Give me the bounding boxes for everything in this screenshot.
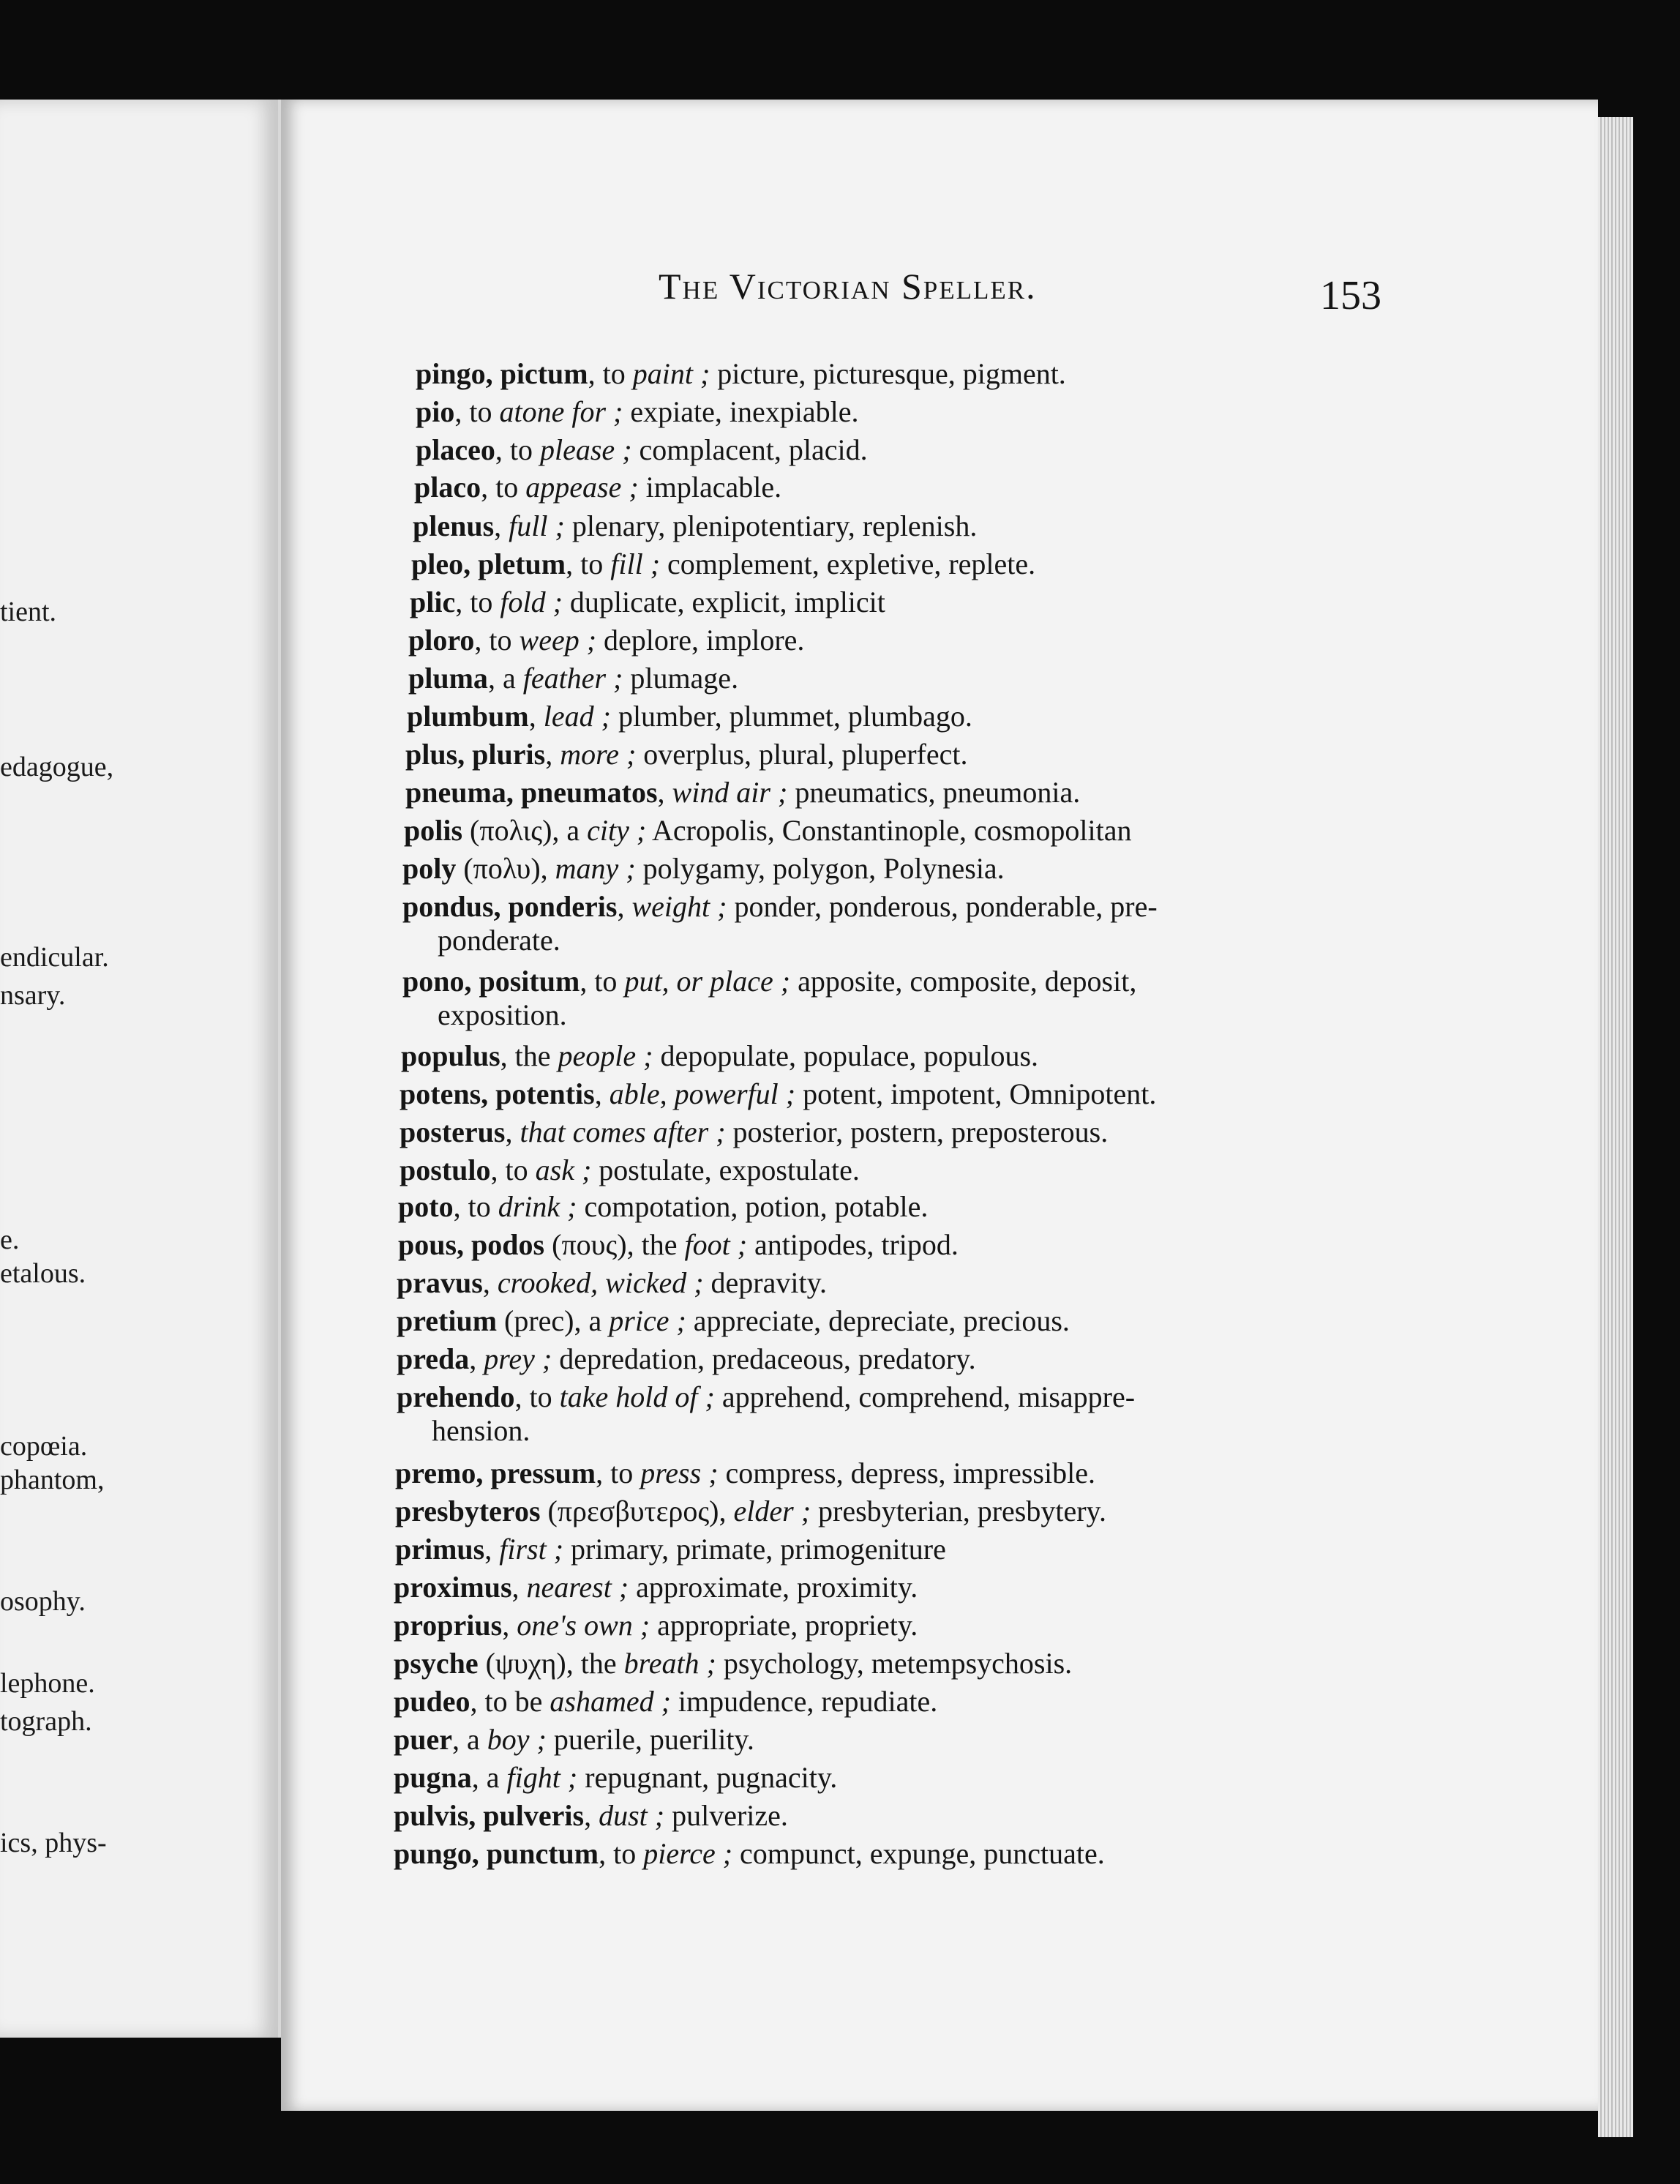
entry-text: duplicate, explicit, implicit (562, 586, 885, 618)
entry-meaning: first ; (499, 1533, 564, 1566)
left-page-fragment: copœia. (0, 1431, 88, 1462)
entry-headword: polis (404, 814, 463, 847)
entry-meaning: pierce ; (643, 1837, 733, 1870)
entry-meaning: please ; (540, 433, 632, 466)
entry-headword: proximus (394, 1571, 512, 1604)
entry (400, 1115, 1108, 1149)
entry (395, 1456, 1095, 1490)
left-page-fragment: edagogue, (0, 752, 114, 782)
entry-headword: placo (414, 471, 481, 504)
entry-text: , a (471, 1761, 507, 1794)
entry-line (400, 1115, 1108, 1148)
entry-headword: posterus (400, 1115, 506, 1148)
entry-text: depredation, predaceous, predatory. (552, 1342, 976, 1375)
page-edges (1598, 117, 1633, 2137)
entry-meaning: people ; (558, 1039, 653, 1072)
entry-text: posterior, postern, preposterous. (725, 1115, 1109, 1148)
entry (394, 1647, 1072, 1680)
entry-line (397, 1266, 827, 1299)
entry-line (408, 624, 804, 657)
entry (398, 1228, 959, 1262)
entry (394, 1723, 754, 1757)
entry (398, 1190, 928, 1224)
entry-headword: plumbum (407, 700, 529, 733)
entry-meaning: press ; (640, 1456, 719, 1489)
entry-text: (πους), the (544, 1228, 685, 1261)
entry (394, 1685, 937, 1719)
entry-line (407, 700, 972, 733)
entry-meaning: one's own ; (517, 1609, 650, 1642)
page-number: 153 (1320, 273, 1381, 318)
entry-meaning: dust ; (599, 1799, 665, 1832)
entry-text: depravity. (703, 1266, 827, 1299)
entry-line (395, 1533, 946, 1566)
entry-text: , to (454, 395, 500, 428)
entry-text: , to (495, 433, 540, 466)
entry-headword: presbyteros (395, 1495, 541, 1527)
left-page-fragment: ics, phys- (0, 1828, 107, 1858)
entry (414, 471, 781, 504)
entry-meaning: more ; (560, 738, 637, 771)
entry-text: (πολυ), (456, 852, 555, 885)
left-page-fragment: lephone. (0, 1668, 95, 1699)
entry-text: , to (453, 1190, 498, 1223)
entry-text: , to (481, 471, 526, 504)
entry-headword: pugna (394, 1761, 472, 1794)
entry-line (395, 1495, 1106, 1527)
entry-line (416, 357, 1066, 390)
entry-text: Acropolis, Constantinople, cosmopolitan (646, 814, 1132, 847)
entry-text: , to (588, 357, 633, 390)
entry-text: (ψυχη), the (478, 1647, 624, 1680)
entry-headword: pous, podos (398, 1228, 545, 1261)
entry-meaning: weight ; (631, 890, 727, 923)
entry-text: ponderate. (438, 924, 560, 957)
entry-meaning: paint ; (632, 357, 710, 390)
entry-headword: plus, pluris (405, 738, 546, 771)
entry-line (416, 395, 858, 428)
entry (395, 1533, 946, 1566)
entry-text: pneumatics, pneumonia. (787, 776, 1081, 809)
entry-text: presbyterian, presbytery. (811, 1495, 1106, 1527)
entry-text: , (528, 700, 544, 733)
entry-line (402, 965, 1136, 998)
entry-text: , (594, 1077, 610, 1110)
entry-text: depopulate, populace, populous. (653, 1039, 1039, 1072)
entry-text: ponder, ponderous, ponderable, pre- (727, 890, 1158, 923)
entry (394, 1571, 918, 1604)
entry-headword: premo, pressum (395, 1456, 596, 1489)
entry-headword: plic (410, 586, 456, 618)
entry (397, 1304, 1070, 1338)
entry-line (402, 852, 1005, 885)
entry-line (413, 509, 977, 542)
entry-text: compunct, expunge, punctuate. (732, 1837, 1105, 1870)
entry-headword: pleo, pletum (411, 547, 566, 580)
entry-text: , (505, 1115, 520, 1148)
entry-meaning: many ; (555, 852, 636, 885)
entry-text: psychology, metempsychosis. (716, 1647, 1073, 1680)
entry-headword: pluma (408, 662, 488, 695)
entry-line (394, 1837, 1105, 1870)
entry-text: plumage. (623, 662, 739, 695)
entry-text: compotation, potion, potable. (577, 1190, 929, 1223)
entry (394, 1609, 918, 1642)
entry (411, 547, 1035, 581)
entry-text: (prec), a (497, 1304, 610, 1337)
entry-meaning: boy ; (487, 1723, 547, 1756)
entry-headword: poto (398, 1190, 454, 1223)
entry-line (402, 890, 1158, 923)
entry-meaning: atone for ; (499, 395, 623, 428)
entry-meaning: nearest ; (526, 1571, 629, 1604)
entry (397, 1266, 827, 1300)
entry-text: , to (580, 965, 625, 998)
entry-meaning: ashamed ; (550, 1685, 671, 1718)
entry-text: repugnant, pugnacity. (577, 1761, 838, 1794)
entry-headword: pudeo (394, 1685, 470, 1718)
entry-text: plumber, plummet, plumbago. (610, 700, 972, 733)
entry-text: , to (490, 1153, 536, 1186)
entry-headword: potens, potentis (400, 1077, 595, 1110)
entry (394, 1761, 837, 1795)
entry-line (394, 1761, 837, 1794)
running-head: The Victorian Speller. (659, 266, 1037, 307)
entry-meaning: weep ; (519, 624, 597, 657)
entry (407, 700, 972, 733)
entry-meaning: full ; (509, 509, 565, 542)
entry-text: , (584, 1799, 599, 1832)
entry-meaning: put, or place ; (624, 965, 791, 998)
entry-meaning: feather ; (522, 662, 623, 695)
entry-line (411, 547, 1035, 580)
entry-text: , (617, 890, 632, 923)
entry-line (394, 1723, 754, 1756)
entry-headword: preda (397, 1342, 470, 1375)
entry (402, 965, 1136, 1032)
entry-line (398, 1190, 928, 1223)
entry-text: , to (599, 1837, 644, 1870)
entry-text: postulate, expostulate. (591, 1153, 860, 1186)
entry (405, 738, 967, 771)
entry-line (414, 471, 781, 504)
entry (402, 890, 1158, 957)
entry (416, 433, 868, 467)
entry-line (410, 586, 885, 618)
entry-headword: populus (401, 1039, 500, 1072)
entry-text: expiate, inexpiable. (623, 395, 859, 428)
left-page-fragment: tograph. (0, 1706, 92, 1737)
entry-headword: pungo, punctum (394, 1837, 599, 1870)
entry-line (394, 1685, 937, 1718)
entry-line (408, 662, 738, 695)
entry-meaning: foot ; (684, 1228, 748, 1261)
entry-headword: pretium (397, 1304, 498, 1337)
entry (410, 586, 885, 619)
entry-headword: psyche (394, 1647, 479, 1680)
entry-meaning: elder ; (733, 1495, 811, 1527)
entry (408, 662, 738, 695)
entry-meaning: crooked, wicked ; (497, 1266, 704, 1299)
entry (395, 1495, 1106, 1528)
left-page-fragment: nsary. (0, 980, 66, 1011)
entry (400, 1153, 860, 1187)
entry-meaning: wind air ; (672, 776, 788, 809)
entry-meaning: prey ; (484, 1342, 552, 1375)
entry-meaning: take hold of ; (559, 1380, 715, 1413)
entry-text: appropriate, propriety. (650, 1609, 918, 1642)
left-page-fragment: e. (0, 1224, 20, 1255)
entry-text: puerile, puerility. (546, 1723, 754, 1756)
entry (416, 357, 1066, 391)
left-page-fragment: phantom, (0, 1465, 105, 1495)
entry-text: apprehend, comprehend, misappre- (714, 1380, 1136, 1413)
entry-text: complement, expletive, replete. (660, 547, 1036, 580)
entry-text: , (482, 1266, 498, 1299)
entry-headword: postulo (400, 1153, 491, 1186)
entry (401, 1039, 1038, 1073)
entry-headword: proprius (394, 1609, 503, 1642)
entry-headword: pondus, ponderis (402, 890, 618, 923)
entry-text: , a (487, 662, 523, 695)
entry-line (397, 1380, 1135, 1413)
left-page-fragment: osophy. (0, 1586, 86, 1617)
entry-text: picture, picturesque, pigment. (710, 357, 1066, 390)
entry-line (394, 1571, 918, 1604)
left-page-fragment: endicular. (0, 942, 109, 973)
entry-headword: pneuma, pneumatos (405, 776, 658, 809)
entry-text: , (469, 1342, 484, 1375)
entry-meaning: appease ; (525, 471, 639, 504)
entry-line (404, 814, 1132, 847)
entry-text: , (494, 509, 509, 542)
entry-text: overplus, plural, pluperfect. (636, 738, 968, 771)
entry-line (400, 1077, 1156, 1110)
entry-text: , to (566, 547, 611, 580)
entry-text: , a (452, 1723, 487, 1756)
entry-line (394, 1799, 788, 1832)
entry (394, 1837, 1105, 1871)
entry-text: apposite, composite, deposit, (790, 965, 1137, 998)
entry-headword: plenus (413, 509, 495, 542)
entry-text: , (511, 1571, 527, 1604)
entry-headword: poly (402, 852, 457, 885)
entry-headword: pio (416, 395, 455, 428)
entry-headword: puer (394, 1723, 452, 1756)
entry-text: , (545, 738, 560, 771)
entry-headword: pono, positum (402, 965, 580, 998)
entry-continuation (402, 924, 1158, 957)
entry-text: primary, primate, primogeniture (563, 1533, 946, 1566)
entry (394, 1799, 788, 1833)
entry (397, 1380, 1135, 1448)
entry-line (394, 1647, 1072, 1680)
entry-headword: primus (395, 1533, 485, 1566)
entry (416, 395, 858, 429)
entry-text: antipodes, tripod. (747, 1228, 959, 1261)
entry-text: , (484, 1533, 500, 1566)
entry-meaning: breath ; (623, 1647, 716, 1680)
entry-text: deplore, implore. (596, 624, 805, 657)
entry-text: (πολις), a (462, 814, 588, 847)
entry (400, 1077, 1156, 1111)
entry-meaning: fight ; (506, 1761, 578, 1794)
entry-headword: placeo (416, 433, 495, 466)
entry-text: , (657, 776, 672, 809)
entry-text: complacent, placid. (631, 433, 868, 466)
entry-meaning: lead ; (543, 700, 611, 733)
entry-line (397, 1342, 976, 1375)
entry-text: impudence, repudiate. (670, 1685, 938, 1718)
entry-text: exposition. (438, 998, 567, 1031)
left-page (0, 100, 285, 2038)
entry-meaning: fill ; (610, 547, 661, 580)
entry (397, 1342, 976, 1376)
entry-text: pulverize. (664, 1799, 788, 1832)
entry-headword: pravus (397, 1266, 483, 1299)
entry (408, 624, 804, 657)
entry-text: , to (474, 624, 520, 657)
entry-text: approximate, proximity. (629, 1571, 918, 1604)
entry-line (416, 433, 868, 466)
entry-meaning: ask ; (535, 1153, 592, 1186)
entry-meaning: city ; (587, 814, 647, 847)
entry-text: , the (500, 1039, 558, 1072)
entry (404, 814, 1132, 848)
entry (413, 509, 977, 543)
entry (402, 852, 1005, 886)
entry-line (405, 738, 967, 771)
entry-meaning: able, powerful ; (609, 1077, 796, 1110)
left-page-fragment: tient. (0, 597, 57, 627)
entry-line (398, 1228, 959, 1261)
entry-continuation (397, 1414, 1135, 1448)
entry-meaning: that comes after ; (520, 1115, 726, 1148)
entry-text: hension. (432, 1414, 530, 1447)
entry (405, 776, 1080, 809)
entry-text: , to be (470, 1685, 550, 1718)
entry-text: , to (455, 586, 500, 618)
entry-line (397, 1304, 1070, 1337)
entry-text: (πρεσβυτερος), (540, 1495, 734, 1527)
entry-text: implacable. (638, 471, 782, 504)
entry-meaning: price ; (609, 1304, 686, 1337)
entry-text: polygamy, polygon, Polynesia. (635, 852, 1005, 885)
entry-text: potent, impotent, Omnipotent. (795, 1077, 1157, 1110)
entry-text: appreciate, depreciate, precious. (686, 1304, 1070, 1337)
entry-continuation (402, 998, 1136, 1032)
entry-line (395, 1456, 1095, 1489)
entry-headword: pulvis, pulveris (394, 1799, 585, 1832)
entry-line (400, 1153, 860, 1186)
entry-line (401, 1039, 1038, 1072)
entry-headword: pingo, pictum (416, 357, 588, 390)
entry-text: , to (514, 1380, 560, 1413)
entry-meaning: drink ; (498, 1190, 577, 1223)
left-page-fragment: etalous. (0, 1258, 86, 1289)
entry-meaning: fold ; (500, 586, 563, 618)
entry-text: compress, depress, impressible. (718, 1456, 1095, 1489)
entry-headword: prehendo (397, 1380, 515, 1413)
entry-text: , to (596, 1456, 641, 1489)
entry-line (405, 776, 1080, 809)
entry-headword: ploro (408, 624, 475, 657)
entry-line (394, 1609, 918, 1642)
entry-text: plenary, plenipotentiary, replenish. (564, 509, 978, 542)
entry-text: , (502, 1609, 517, 1642)
